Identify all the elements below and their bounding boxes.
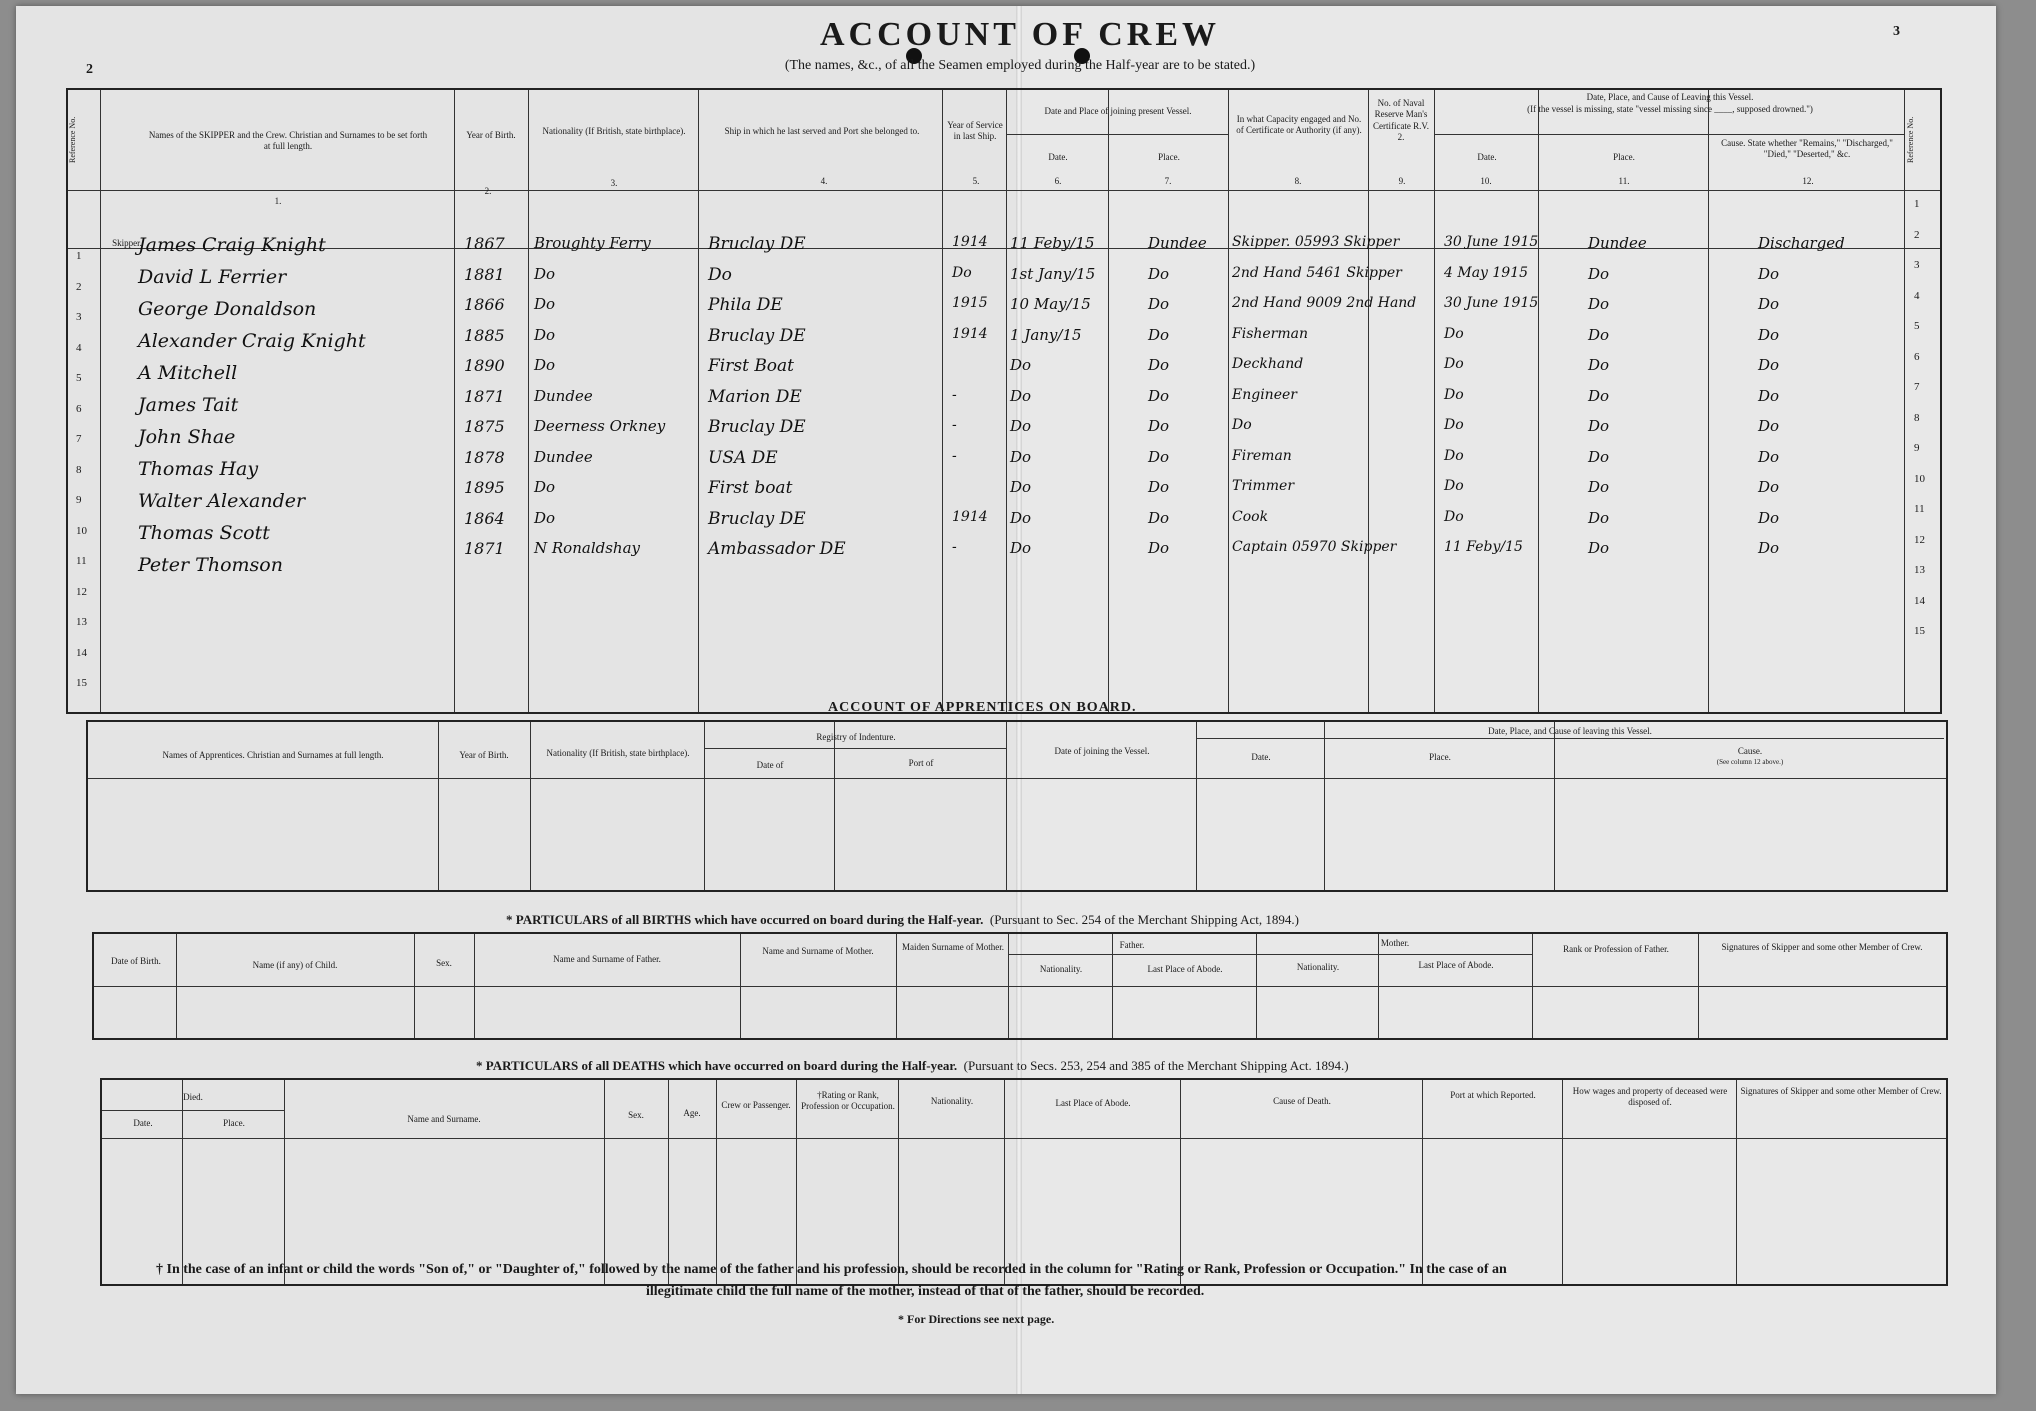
skipper-label: Skipper. xyxy=(112,238,142,248)
deaths-cause-header: Cause of Death. xyxy=(1273,1096,1331,1106)
apprentices-nationality-header: Nationality (If British, state birthplace). xyxy=(546,748,690,758)
col-number: 4. xyxy=(820,176,828,186)
crew-year-service: - xyxy=(952,447,957,464)
crew-year-service: 1914 xyxy=(952,234,988,250)
crew-name: James Craig Knight xyxy=(138,234,326,256)
crew-last-ship: USA DE xyxy=(708,447,778,468)
crew-leaving-place: Do xyxy=(1588,295,1610,313)
crew-joining-place: Do xyxy=(1148,478,1170,496)
crew-name: Thomas Hay xyxy=(138,458,259,480)
header-names: Names of the SKIPPER and the Crew. Christian and Surnames to be set forth at full length. xyxy=(148,130,428,152)
crew-capacity: Cook xyxy=(1232,508,1269,525)
deaths-signatures-header: Signatures of Skipper and some other Member of Crew. xyxy=(1740,1086,1942,1096)
crew-nationality: N Ronaldshay xyxy=(534,539,640,557)
crew-name: James Tait xyxy=(138,394,239,416)
deaths-date-header: Date. xyxy=(133,1118,153,1128)
apprentices-date-of: Date of xyxy=(756,760,784,770)
deaths-wages-header: How wages and property of deceased were disposed of. xyxy=(1572,1086,1728,1108)
col-number: 1. xyxy=(274,196,282,206)
crew-leaving-date: Do xyxy=(1444,417,1464,433)
crew-row xyxy=(68,322,1940,353)
crew-capacity: Engineer xyxy=(1232,386,1297,403)
crew-leaving-date: Do xyxy=(1444,356,1464,372)
col-number: 7. xyxy=(1164,176,1172,186)
header-year-of-birth: Year of Birth. xyxy=(466,130,516,140)
left-row-number: 11 xyxy=(76,555,87,567)
crew-name: George Donaldson xyxy=(138,298,317,320)
crew-joining-date: Do xyxy=(1010,447,1032,466)
crew-leaving-cause: Do xyxy=(1758,478,1780,496)
crew-year-of-birth: 1890 xyxy=(464,356,505,375)
col-number: 11. xyxy=(1618,176,1630,186)
right-row-number: 15 xyxy=(1914,625,1925,637)
crew-last-ship: Phila DE xyxy=(708,295,783,315)
left-row-number: 7 xyxy=(76,433,82,445)
crew-year-service: Do xyxy=(952,264,972,281)
header-leaving-place: Place. xyxy=(1613,152,1635,162)
crew-nationality: Do xyxy=(534,508,556,527)
crew-capacity: 2nd Hand 9009 2nd Hand xyxy=(1232,295,1417,311)
crew-name: A Mitchell xyxy=(138,362,238,384)
crew-joining-place: Do xyxy=(1148,508,1170,527)
crew-last-ship: Bruclay DE xyxy=(708,417,806,437)
header-joining-place: Place. xyxy=(1158,152,1180,162)
page-title: ACCOUNT OF CREW xyxy=(819,16,1221,53)
right-row-number: 2 xyxy=(1914,228,1920,241)
apprentices-names-header: Names of Apprentices. Christian and Surnames at full length. xyxy=(162,750,384,760)
crew-leaving-cause: Do xyxy=(1758,447,1780,466)
crew-capacity: Skipper. 05993 Skipper xyxy=(1232,234,1400,250)
right-row-number: 4 xyxy=(1914,289,1920,302)
crew-nationality: Do xyxy=(534,478,556,496)
crew-name: Thomas Scott xyxy=(138,522,270,544)
crew-leaving-place: Do xyxy=(1588,478,1610,496)
crew-capacity: Fireman xyxy=(1232,447,1292,464)
crew-last-ship: First boat xyxy=(708,478,793,498)
crew-joining-date: Do xyxy=(1010,386,1032,405)
crew-leaving-place: Do xyxy=(1588,325,1610,344)
crew-year-service: 1914 xyxy=(952,508,988,525)
births-rank-header: Rank or Profession of Father. xyxy=(1563,944,1669,954)
header-leaving-group: Date, Place, and Cause of Leaving this Vessel. xyxy=(1586,92,1754,102)
header-last-ship: Ship in which he last served and Port she belonged to. xyxy=(724,126,920,136)
header-capacity: In what Capacity engaged and No. of Certificate or Authority (if any). xyxy=(1236,114,1362,136)
apprentices-place-header: Place. xyxy=(1429,752,1451,762)
right-row-number: 9 xyxy=(1914,442,1920,454)
crew-year-service: - xyxy=(952,539,957,555)
crew-capacity: Trimmer xyxy=(1232,478,1295,494)
crew-last-ship: Bruclay DE xyxy=(708,234,806,254)
births-father-name-header: Name and Surname of Father. xyxy=(553,954,661,964)
left-page-number: 2 xyxy=(86,62,93,77)
crew-joining-place: Do xyxy=(1148,417,1170,435)
births-mother-abode: Last Place of Abode. xyxy=(1418,960,1494,970)
deaths-name-header: Name and Surname. xyxy=(407,1114,481,1124)
crew-leaving-date: 30 June 1915 xyxy=(1444,295,1539,311)
col-number: 2. xyxy=(484,186,492,196)
right-row-number: 6 xyxy=(1914,350,1920,363)
crew-leaving-place: Do xyxy=(1588,386,1610,405)
births-title xyxy=(506,912,1299,928)
left-row-number: 3 xyxy=(76,311,82,323)
crew-joining-date: 11 Feby/15 xyxy=(1010,234,1095,252)
header-leaving-date: Date. xyxy=(1477,152,1497,162)
crew-leaving-cause: Discharged xyxy=(1758,234,1845,252)
crew-joining-place: Do xyxy=(1148,386,1170,405)
header-year-service: Year of Service in last Ship. xyxy=(947,120,1003,142)
births-father-abode: Last Place of Abode. xyxy=(1147,964,1223,974)
crew-leaving-date: Do xyxy=(1444,447,1464,464)
apprentices-cause-header: Cause. xyxy=(1737,746,1763,756)
births-signatures-header: Signatures of Skipper and some other Member of Crew. xyxy=(1721,942,1923,952)
crew-last-ship: First Boat xyxy=(708,356,795,376)
header-joining-date: Date. xyxy=(1048,152,1068,162)
crew-name: Walter Alexander xyxy=(138,490,306,512)
crew-joining-date: 10 May/15 xyxy=(1010,295,1091,313)
crew-year-of-birth: 1871 xyxy=(464,386,505,406)
births-sex-header: Sex. xyxy=(436,958,452,968)
crew-joining-place: Do xyxy=(1148,356,1170,374)
crew-leaving-date: Do xyxy=(1444,478,1464,494)
crew-leaving-cause: Do xyxy=(1758,417,1780,435)
deaths-port-header: Port at which Reported. xyxy=(1450,1090,1536,1100)
left-row-number: 5 xyxy=(76,372,82,384)
header-joining-group: Date and Place of joining present Vessel. xyxy=(1044,106,1192,116)
crew-nationality: Do xyxy=(534,325,556,344)
left-row-number: 13 xyxy=(76,616,87,628)
crew-nationality: Do xyxy=(534,356,556,374)
births-mother-name-header: Name and Surname of Mother. xyxy=(762,946,874,956)
left-row-number: 15 xyxy=(76,677,87,689)
crew-joining-place: Do xyxy=(1148,539,1170,557)
deaths-crew-passenger-header: Crew or Passenger. xyxy=(721,1100,791,1110)
left-row-number: 14 xyxy=(76,646,87,659)
crew-leaving-place: Do xyxy=(1588,447,1610,466)
crew-joining-place: Do xyxy=(1148,264,1170,283)
left-row-number: 6 xyxy=(76,402,82,415)
deaths-pursuant: (Pursuant to Secs. 253, 254 and 385 of the Merchant Shipping Act. 1894.) xyxy=(963,1058,1349,1073)
crew-leaving-cause: Do xyxy=(1758,356,1780,374)
left-row-number: 10 xyxy=(76,524,87,537)
deaths-sex-header: Sex. xyxy=(628,1110,644,1120)
crew-leaving-cause: Do xyxy=(1758,539,1780,557)
crew-joining-place: Do xyxy=(1148,295,1170,313)
crew-row xyxy=(68,413,1940,448)
deaths-place-header: Place. xyxy=(223,1118,245,1128)
right-row-number: 3 xyxy=(1914,259,1920,271)
apprentices-year-header: Year of Birth. xyxy=(459,750,509,760)
apprentices-leaving-header: Date, Place, and Cause of leaving this Vessel. xyxy=(1488,726,1652,736)
crew-joining-date: 1st Jany/15 xyxy=(1010,264,1096,283)
left-row-number: 4 xyxy=(76,341,82,354)
crew-year-service: 1914 xyxy=(952,325,988,342)
right-page-number: 3 xyxy=(1893,24,1900,39)
crew-leaving-date: 4 May 1915 xyxy=(1444,264,1529,281)
crew-row xyxy=(68,291,1940,322)
crew-joining-date: 1 Jany/15 xyxy=(1010,325,1082,344)
crew-year-of-birth: 1866 xyxy=(464,295,505,314)
crew-name: Peter Thomson xyxy=(138,554,283,576)
apprentices-table xyxy=(86,720,1948,892)
births-mother-nationality: Nationality. xyxy=(1296,962,1340,972)
right-row-number: 11 xyxy=(1914,503,1925,515)
crew-table xyxy=(66,88,1942,714)
births-date-header: Date of Birth. xyxy=(111,956,161,966)
crew-joining-date: Do xyxy=(1010,417,1032,435)
crew-row xyxy=(68,352,1940,383)
crew-last-ship: Bruclay DE xyxy=(708,325,806,346)
crew-leaving-cause: Do xyxy=(1758,508,1780,527)
right-row-number: 8 xyxy=(1914,411,1920,424)
births-mother-header: Mother. xyxy=(1380,938,1410,948)
apprentices-date-header: Date. xyxy=(1251,752,1271,762)
crew-year-service: - xyxy=(952,417,957,433)
crew-capacity: Deckhand xyxy=(1232,356,1304,372)
deaths-died-header: Died. xyxy=(183,1092,203,1102)
crew-leaving-cause: Do xyxy=(1758,295,1780,313)
crew-name: Alexander Craig Knight xyxy=(138,330,366,352)
col-number: 6. xyxy=(1054,176,1062,186)
crew-year-of-birth: 1871 xyxy=(464,539,505,558)
header-leaving-cause: Cause. State whether "Remains," "Discharged," "Died," "Deserted," &c. xyxy=(1721,138,1893,160)
crew-last-ship: Bruclay DE xyxy=(708,508,806,529)
births-maiden-header: Maiden Surname of Mother. xyxy=(902,942,1004,952)
crew-row xyxy=(68,230,1940,261)
deaths-nationality-header: Nationality. xyxy=(930,1096,974,1106)
crew-joining-date: Do xyxy=(1010,539,1032,557)
crew-leaving-date: Do xyxy=(1444,325,1464,342)
crew-year-of-birth: 1895 xyxy=(464,478,505,497)
births-pursuant: (Pursuant to Sec. 254 of the Merchant Shipping Act, 1894.) xyxy=(989,912,1299,927)
births-table xyxy=(92,932,1948,1040)
crew-year-service: 1915 xyxy=(952,295,988,311)
crew-leaving-date: Do xyxy=(1444,508,1464,525)
births-father-header: Father. xyxy=(1119,940,1145,950)
footnote-line1: † In the case of an infant or child the words "Son of," or "Daughter of," followed by the name of the father and his profession, should be recorded in the column for "Rating or Rank, Profession or Occupation." In the case of an xyxy=(156,1262,1507,1277)
directions-note: * For Directions see next page. xyxy=(898,1312,1055,1326)
crew-leaving-place: Do xyxy=(1588,356,1610,374)
col-number: 8. xyxy=(1294,176,1302,186)
header-ref-no: Reference No. xyxy=(68,116,77,164)
crew-capacity: Captain 05970 Skipper xyxy=(1232,539,1397,555)
crew-leaving-cause: Do xyxy=(1758,325,1780,344)
deaths-title xyxy=(476,1058,1349,1074)
footnote-line2: illegitimate child the full name of the mother, instead of that of the father, should be recorded. xyxy=(646,1284,1205,1299)
crew-nationality: Do xyxy=(534,295,556,313)
crew-nationality: Deerness Orkney xyxy=(534,417,666,435)
apprentices-port-of: Port of xyxy=(908,758,934,768)
births-title-text: * PARTICULARS of all BIRTHS which have occurred on board during the Half-year. xyxy=(506,912,984,927)
crew-nationality: Broughty Ferry xyxy=(534,234,651,252)
crew-joining-date: Do xyxy=(1010,508,1032,527)
col-number: 9. xyxy=(1398,176,1406,186)
births-child-header: Name (if any) of Child. xyxy=(252,960,338,970)
crew-joining-date: Do xyxy=(1010,356,1032,374)
crew-leaving-place: Do xyxy=(1588,539,1610,557)
crew-leaving-place: Do xyxy=(1588,417,1610,435)
crew-joining-place: Dundee xyxy=(1148,234,1207,252)
deaths-age-header: Age. xyxy=(683,1108,701,1118)
crew-capacity: Fisherman xyxy=(1232,325,1309,342)
header-leaving-note: (If the vessel is missing, state "vessel missing since ____, supposed drowned.") xyxy=(1527,104,1813,114)
deaths-abode-header: Last Place of Abode. xyxy=(1055,1098,1131,1108)
right-row-number: 5 xyxy=(1914,320,1920,332)
crew-year-of-birth: 1867 xyxy=(464,234,505,253)
right-row-number: 1 xyxy=(1914,198,1920,210)
crew-last-ship: Ambassador DE xyxy=(708,539,846,559)
deaths-table xyxy=(100,1078,1948,1286)
col-number: 12. xyxy=(1802,176,1814,186)
header-ref-no-right: Reference No. xyxy=(1906,116,1915,164)
crew-nationality: Do xyxy=(534,264,556,283)
apprentices-title: ACCOUNT OF APPRENTICES ON BOARD. xyxy=(828,700,1137,715)
crew-leaving-cause: Do xyxy=(1758,264,1780,283)
crew-leaving-place: Do xyxy=(1588,264,1610,283)
crew-capacity: Do xyxy=(1232,417,1252,433)
crew-nationality: Dundee xyxy=(534,386,593,405)
crew-leaving-place: Dundee xyxy=(1588,234,1647,252)
right-row-number: 12 xyxy=(1914,533,1925,546)
apprentices-cause-note: (See column 12 above.) xyxy=(1716,758,1784,766)
crew-year-service: - xyxy=(952,386,957,403)
crew-joining-place: Do xyxy=(1148,447,1170,466)
crew-capacity: 2nd Hand 5461 Skipper xyxy=(1232,264,1402,281)
crew-joining-place: Do xyxy=(1148,325,1170,344)
crew-name: David L Ferrier xyxy=(138,266,287,288)
apprentices-registry-header: Registry of Indenture. xyxy=(816,732,896,742)
left-row-number: 2 xyxy=(76,280,82,293)
births-father-nationality: Nationality. xyxy=(1039,964,1083,974)
deaths-rating-header: †Rating or Rank, Profession or Occupation. xyxy=(801,1090,895,1112)
crew-year-of-birth: 1864 xyxy=(464,508,505,528)
left-row-number: 12 xyxy=(76,585,87,598)
col-number: 5. xyxy=(972,176,980,186)
header-nationality: Nationality (If British, state birthplace). xyxy=(542,126,686,136)
right-row-number: 13 xyxy=(1914,564,1925,576)
apprentices-joining-header: Date of joining the Vessel. xyxy=(1054,746,1150,756)
crew-year-of-birth: 1875 xyxy=(464,417,505,436)
col-number: 10. xyxy=(1480,176,1492,186)
crew-year-of-birth: 1881 xyxy=(464,264,505,284)
crew-name: John Shae xyxy=(138,426,236,448)
crew-leaving-cause: Do xyxy=(1758,386,1780,405)
right-row-number: 7 xyxy=(1914,381,1920,393)
crew-leaving-date: Do xyxy=(1444,386,1464,403)
deaths-title-text: * PARTICULARS of all DEATHS which have occurred on board during the Half-year. xyxy=(476,1058,958,1073)
crew-year-of-birth: 1885 xyxy=(464,325,505,345)
crew-row xyxy=(68,261,1940,292)
col-number: 3. xyxy=(610,178,618,188)
crew-leaving-date: 11 Feby/15 xyxy=(1444,539,1523,555)
right-row-number: 10 xyxy=(1914,472,1925,485)
crew-leaving-place: Do xyxy=(1588,508,1610,527)
left-row-number: 9 xyxy=(76,494,82,506)
crew-row xyxy=(68,383,1940,414)
crew-nationality: Dundee xyxy=(534,447,593,466)
crew-joining-date: Do xyxy=(1010,478,1032,496)
crew-leaving-date: 30 June 1915 xyxy=(1444,234,1539,250)
crew-last-ship: Do xyxy=(708,264,732,285)
header-naval-reserve: No. of Naval Reserve Man's Certificate R.V. 2. xyxy=(1372,98,1430,142)
crew-last-ship: Marion DE xyxy=(708,386,802,407)
page-subtitle: (The names, &c., of all the Seamen employed during the Half-year are to be stated.) xyxy=(784,58,1256,73)
right-row-number: 14 xyxy=(1914,594,1925,607)
left-row-number: 1 xyxy=(76,250,82,262)
left-row-number: 8 xyxy=(76,463,82,476)
crew-year-of-birth: 1878 xyxy=(464,447,505,467)
